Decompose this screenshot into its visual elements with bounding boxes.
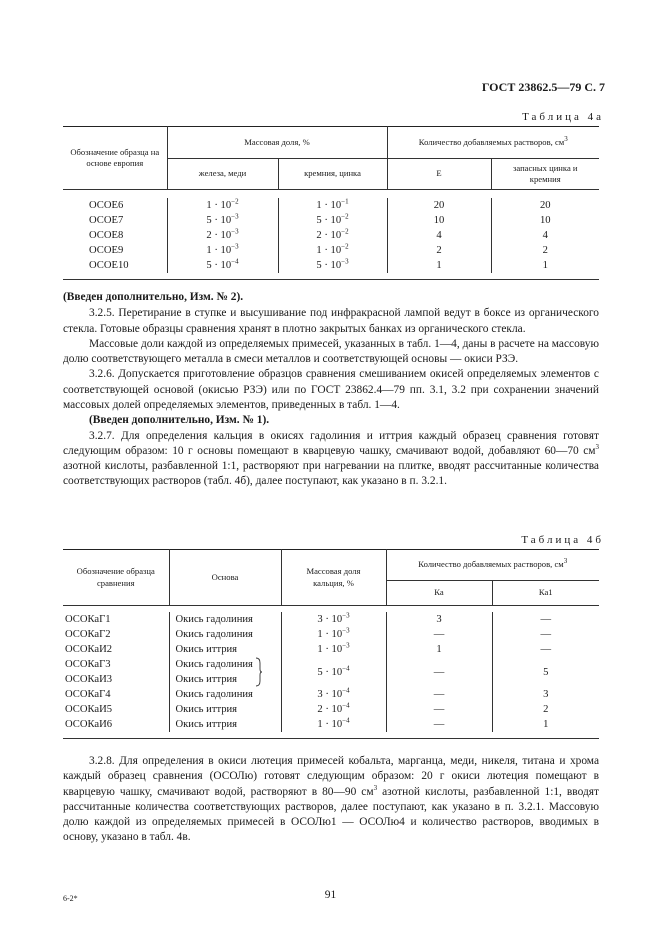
page-number: 91 xyxy=(324,889,337,901)
table-row: ОСОКаИ5 Окись иттрия $2 \cdot 10^{-4}$ — 2 xyxy=(63,702,599,717)
header-ka: Ка xyxy=(386,581,492,606)
header-base: Основа xyxy=(169,550,281,606)
page-header: ГОСТ 23862.5—79 С. 7 xyxy=(481,80,605,94)
body-section-2 xyxy=(63,754,599,846)
table-row: ОСОЕ8 $2 \cdot 10^{-3}$ $2 \cdot 10^{-2}$ 4 4 xyxy=(63,228,599,243)
table-row: ОСОЕ6 $1 \cdot 10^{-2}$ $1 \cdot 10^{-1}$ 20 20 xyxy=(63,198,599,213)
amendment-note-2: (Введен дополнительно, Изм. № 2). xyxy=(63,291,244,303)
sheet-mark: 6-2* xyxy=(63,894,78,903)
brace-icon xyxy=(255,657,263,687)
paragraph-3-2-6: 3.2.6. Допускается приготовление образцов сравнения смешиванием окисей определяемых элементов с соответствующей основой (окисью РЗЭ) или по ГОСТ 23862.4—79 пп. 3.1, 3.2 при сохранении значений массовых долей определяемых элементов, приведенных в табл. 1—4. xyxy=(63,368,599,411)
paragraph-3-2-8: 3.2.8. Для определения в окиси лютеция примесей кобальта, марганца, меди, никеля, титана и хрома каждый образец сравнения (ОСОЛю) готовят следующим образом: 20 г окиси лютеция помещают в кварцевую чашку, смачивают водой, растворяют в 80—90 $см^3$ азотной кислоты, разбавленной 1:1, вводят рассчитанные количества соответствующих растворов, далее поступают, как указано в п. 3.2.1. Массовую долю каждой из определяемых примесей в ОСОЛю1 — ОСОЛю4 и количество растворов, вводимых в основу, указано в табл. 4в. xyxy=(63,755,599,844)
header-e: Е xyxy=(387,159,491,190)
table-4a xyxy=(63,126,599,280)
header-designation-4b: Обозначение образца сравнения xyxy=(63,550,169,606)
paragraph-mass-fractions: Массовые доли каждой из определяемых примесей, указанных в табл. 1—4, даны в расчете на массовую долю соответствующего металла в смеси металлов и соответствующей основы — окиси РЗЭ. xyxy=(63,337,599,366)
amendment-note-1: (Введен дополнительно, Изм. № 1). xyxy=(89,414,270,427)
header-designation: Обозначение образца на основе европия xyxy=(63,127,167,190)
header-mass-fraction: Массовая доля, % xyxy=(167,127,387,159)
paragraph-3-2-5: 3.2.5. Перетирание в ступке и высушивание под инфракрасной лампой ведут в боксе из органического стекла. Готовые образцы сравнения хранят в плотно закрытых банках из органического стекла. xyxy=(63,307,599,335)
table-row: ОСОКаГ3 ОСОКаИ3 Окись гадолиния Окись иттрия $5 \cdot 10^{-4}$ — 5 xyxy=(63,657,599,687)
table-row: ОСОКаГ1 Окись гадолиния $3 \cdot 10^{-3}$ 3 — xyxy=(63,612,599,627)
table-4b xyxy=(63,549,599,739)
table-row: ОСОКаИ6 Окись иттрия $1 \cdot 10^{-4}$ — 1 xyxy=(63,717,599,732)
table-4b-caption: Таблица 4б xyxy=(521,534,604,546)
body-section-1 xyxy=(63,290,599,490)
header-iron-copper: железа, меди xyxy=(167,159,278,190)
table-4a-caption: Таблица 4а xyxy=(522,111,604,123)
header-calcium: Массовая доля кальция, % xyxy=(281,550,386,606)
header-quantity: Количество добавляемых растворов, $см^3$ xyxy=(387,127,599,159)
table-row: ОСОКаГ4 Окись гадолиния $3 \cdot 10^{-4}$ — 3 xyxy=(63,687,599,702)
table-row: ОСОКаИ2 Окись иттрия $1 \cdot 10^{-3}$ 1 — xyxy=(63,642,599,657)
header-reserve: запасных цинка и кремния xyxy=(491,159,599,190)
paragraph-3-2-7: 3.2.7. Для определения кальция в окисях гадолиния и иттрия каждый образец сравнения готовят следующим образом: 10 г основы помещают в кварцевую чашку, смачивают водой, добавляют 60—70 $см^3$ азотной кислоты, разбавленной 1:1, растворяют при нагревании на плитке, вводят рассчитанные количества соответствующих растворов (табл. 4б), далее поступают, как указано в п. 3.2.1. xyxy=(63,429,599,488)
table-row: ОСОКаГ2 Окись гадолиния $1 \cdot 10^{-3}$ — — xyxy=(63,627,599,642)
header-silicon-zinc: кремния, цинка xyxy=(278,159,387,190)
table-row: ОСОЕ9 $1 \cdot 10^{-3}$ $1 \cdot 10^{-2}$ 2 2 xyxy=(63,243,599,258)
header-quantity-4b: Количество добавляемых растворов, $см^3$ xyxy=(386,550,599,581)
table-row: ОСОЕ7 $5 \cdot 10^{-3}$ $5 \cdot 10^{-2}$ 10 10 xyxy=(63,213,599,228)
header-ka1: Ка1 xyxy=(492,581,599,606)
table-row: ОСОЕ10 $5 \cdot 10^{-4}$ $5 \cdot 10^{-3}$ 1 1 xyxy=(63,258,599,273)
